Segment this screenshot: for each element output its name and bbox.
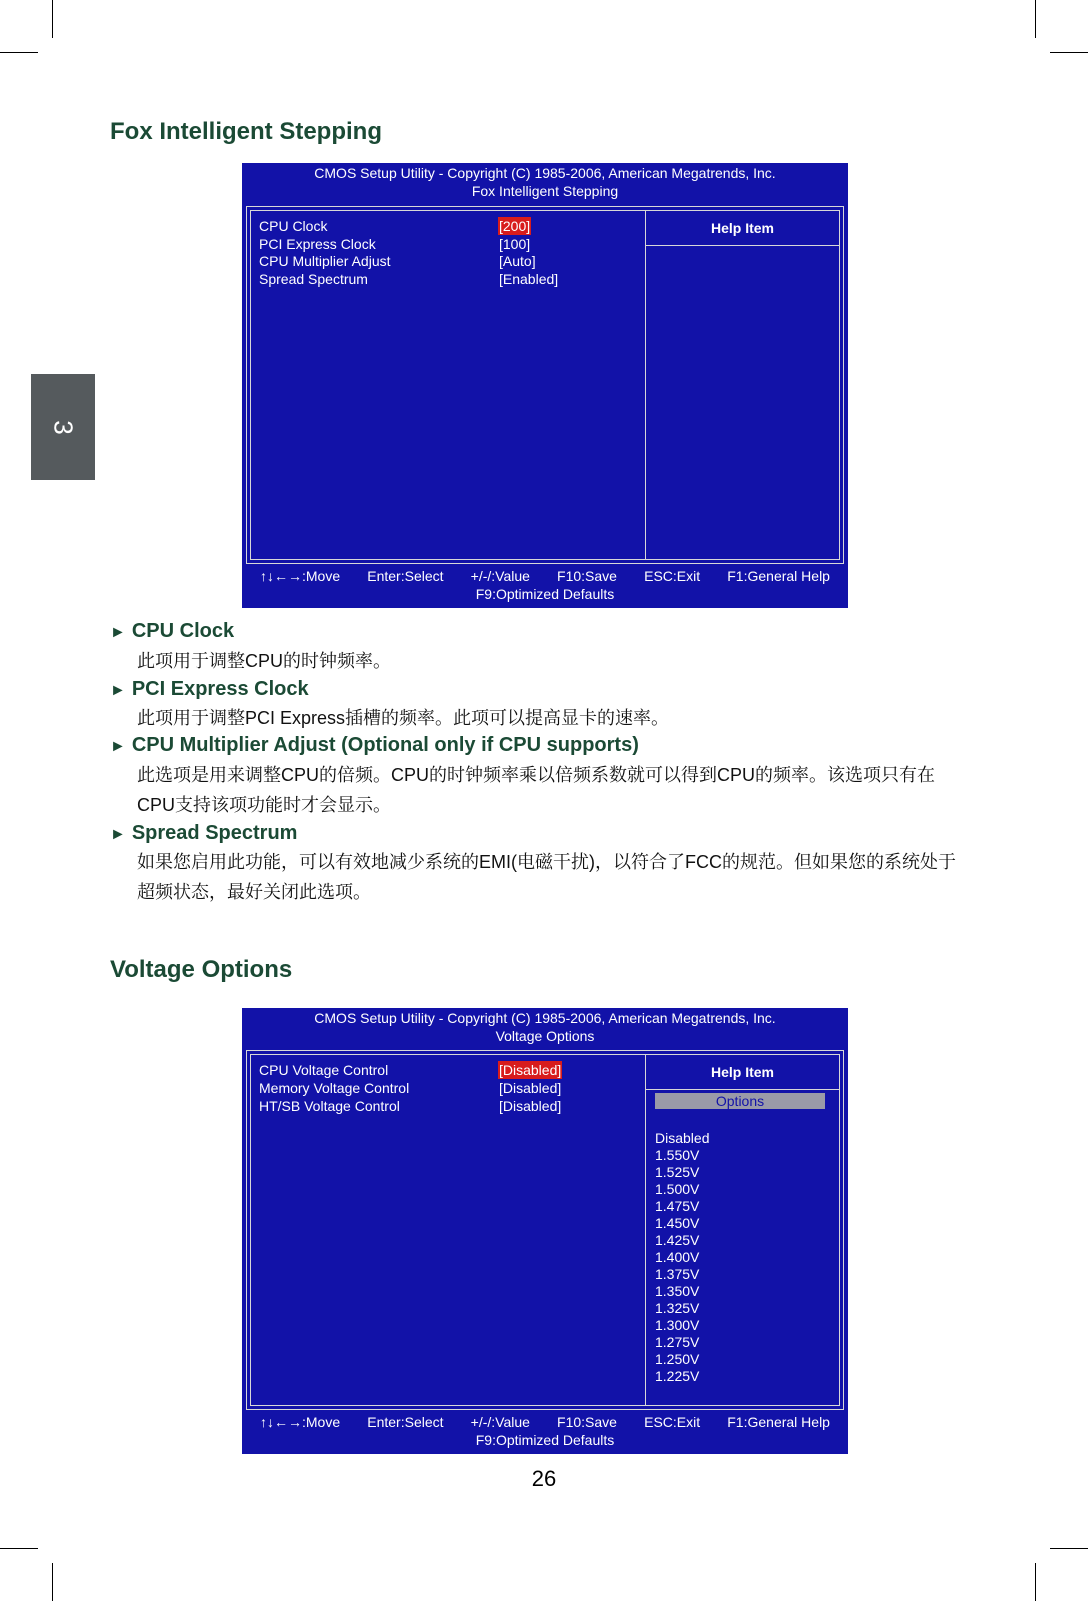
desc-heading-spread-spectrum (110, 822, 297, 845)
key-hint-value: +/-/:Value (470, 568, 530, 584)
voltage-option[interactable]: 1.350V (655, 1283, 700, 1299)
desc-text-cpu-clock: 此项用于调整CPU的时钟频率。 (137, 651, 392, 671)
page-number: 26 (531, 1466, 557, 1491)
bios-value-ht-sb-voltage-control[interactable]: [Disabled] (499, 1098, 562, 1114)
triangle-bullet-icon: ► (110, 682, 126, 699)
key-hint-defaults: F9:Optimized Defaults (475, 586, 615, 602)
bios-item-ht-sb-voltage-control[interactable]: HT/SB Voltage Control (259, 1098, 400, 1114)
voltage-option[interactable]: 1.525V (655, 1164, 700, 1180)
key-hint-help: F1:General Help (727, 1414, 830, 1430)
bios-copyright: CMOS Setup Utility - Copyright (C) 1985-2006, American Megatrends, Inc. (314, 165, 776, 181)
voltage-option[interactable]: Disabled (655, 1130, 710, 1146)
bios-value-spread-spectrum[interactable]: [Enabled] (499, 271, 559, 287)
desc-text-spread-spectrum: 如果您启用此功能，可以有效地减少系统的EMI(电磁干扰)，以符合了FCC的规范。但如果您的系统处于超频状态，最好关闭此选项。 (137, 852, 956, 902)
key-hint-help: F1:General Help (727, 568, 830, 584)
help-item-header: Help Item (646, 1055, 839, 1090)
bios-footer (242, 567, 848, 603)
voltage-option[interactable]: 1.375V (655, 1266, 700, 1282)
crop-mark (52, 0, 53, 38)
voltage-option[interactable]: 1.425V (655, 1232, 700, 1248)
bios-item-cpu-multiplier-adjust[interactable]: CPU Multiplier Adjust (259, 253, 391, 269)
crop-mark (0, 52, 38, 53)
bios-main-frame (246, 206, 844, 564)
voltage-option[interactable]: 1.450V (655, 1215, 700, 1231)
bios-header (242, 1008, 848, 1045)
desc-heading-cpu-clock (110, 620, 234, 643)
bios-item-cpu-clock[interactable]: CPU Clock (259, 218, 328, 234)
crop-mark (52, 1563, 53, 1601)
bios-divider (645, 211, 646, 559)
bios-screen-voltage-options (242, 1008, 848, 1454)
voltage-option[interactable]: 1.275V (655, 1334, 700, 1350)
desc-heading-text: CPU Multiplier Adjust (Optional only if CPU supports) (131, 734, 639, 756)
voltage-option[interactable]: 1.300V (655, 1317, 700, 1333)
voltage-option[interactable]: 1.250V (655, 1351, 700, 1367)
bios-value-cpu-multiplier-adjust[interactable]: [Auto] (499, 253, 536, 269)
triangle-bullet-icon: ► (110, 624, 126, 641)
section-title-voltage-options: Voltage Options (110, 956, 293, 983)
voltage-option[interactable]: 1.225V (655, 1368, 700, 1384)
bios-screen-fox-intelligent-stepping (242, 163, 848, 608)
bios-page-title: Fox Intelligent Stepping (471, 183, 619, 199)
bios-value-memory-voltage-control[interactable]: [Disabled] (499, 1080, 562, 1096)
crop-mark (1050, 52, 1088, 53)
bios-item-cpu-voltage-control[interactable]: CPU Voltage Control (259, 1062, 389, 1078)
bios-page-title: Voltage Options (495, 1028, 595, 1044)
crop-mark (1035, 1563, 1036, 1601)
triangle-bullet-icon: ► (110, 826, 126, 843)
bios-item-spread-spectrum[interactable]: Spread Spectrum (259, 271, 368, 287)
desc-text-cpu-multiplier-adjust: 此选项是用来调整CPU的倍频。CPU的时钟频率乘以倍频系数就可以得到CPU的频率。该选项只有在CPU支持该项功能时才会显示。 (137, 765, 936, 815)
triangle-bullet-icon: ► (110, 738, 126, 755)
voltage-option[interactable]: 1.325V (655, 1300, 700, 1316)
bios-item-pci-express-clock[interactable]: PCI Express Clock (259, 236, 376, 252)
bios-header (242, 163, 848, 200)
desc-heading-text: CPU Clock (131, 620, 235, 642)
bios-copyright: CMOS Setup Utility - Copyright (C) 1985-2006, American Megatrends, Inc. (314, 1010, 776, 1026)
key-hint-save: F10:Save (557, 1414, 617, 1430)
chapter-tab (31, 374, 95, 480)
voltage-option[interactable]: 1.400V (655, 1249, 700, 1265)
bios-main-frame (246, 1050, 844, 1410)
bios-value-cpu-voltage-control[interactable]: [Disabled] (499, 1062, 562, 1078)
key-hint-exit: ESC:Exit (644, 1414, 701, 1430)
chapter-number: 3 (48, 419, 79, 435)
desc-text-pci-express-clock: 此项用于调整PCI Express插槽的频率。此项可以提高显卡的速率。 (137, 708, 670, 728)
help-item-header: Help Item (646, 211, 839, 246)
bios-divider (645, 1055, 646, 1405)
crop-mark (1050, 1548, 1088, 1549)
bios-value-pci-express-clock[interactable]: [100] (499, 236, 531, 252)
desc-heading-text: PCI Express Clock (131, 678, 309, 700)
voltage-option[interactable]: 1.500V (655, 1181, 700, 1197)
desc-heading-cpu-multiplier-adjust (110, 734, 639, 757)
section-title-fox-intelligent-stepping: Fox Intelligent Stepping (110, 118, 382, 145)
key-hint-save: F10:Save (557, 568, 617, 584)
key-hint-defaults: F9:Optimized Defaults (475, 1432, 615, 1448)
options-title-bar: Options (655, 1093, 825, 1109)
key-hint-exit: ESC:Exit (644, 568, 701, 584)
crop-mark (0, 1548, 38, 1549)
crop-mark (1035, 0, 1036, 38)
key-hint-value: +/-/:Value (470, 1414, 530, 1430)
desc-heading-pci-express-clock (110, 678, 309, 701)
voltage-option[interactable]: 1.550V (655, 1147, 700, 1163)
bios-value-cpu-clock[interactable]: [200] (499, 218, 531, 234)
key-hint-move: ↑↓←→:Move (260, 568, 341, 584)
key-hint-select: Enter:Select (367, 568, 444, 584)
bios-footer (242, 1413, 848, 1449)
desc-heading-text: Spread Spectrum (131, 822, 298, 844)
voltage-option[interactable]: 1.475V (655, 1198, 700, 1214)
bios-inner-frame (250, 1054, 840, 1406)
key-hint-move: ↑↓←→:Move (260, 1414, 341, 1430)
bios-inner-frame (250, 210, 840, 560)
bios-item-memory-voltage-control[interactable]: Memory Voltage Control (259, 1080, 410, 1096)
key-hint-select: Enter:Select (367, 1414, 444, 1430)
